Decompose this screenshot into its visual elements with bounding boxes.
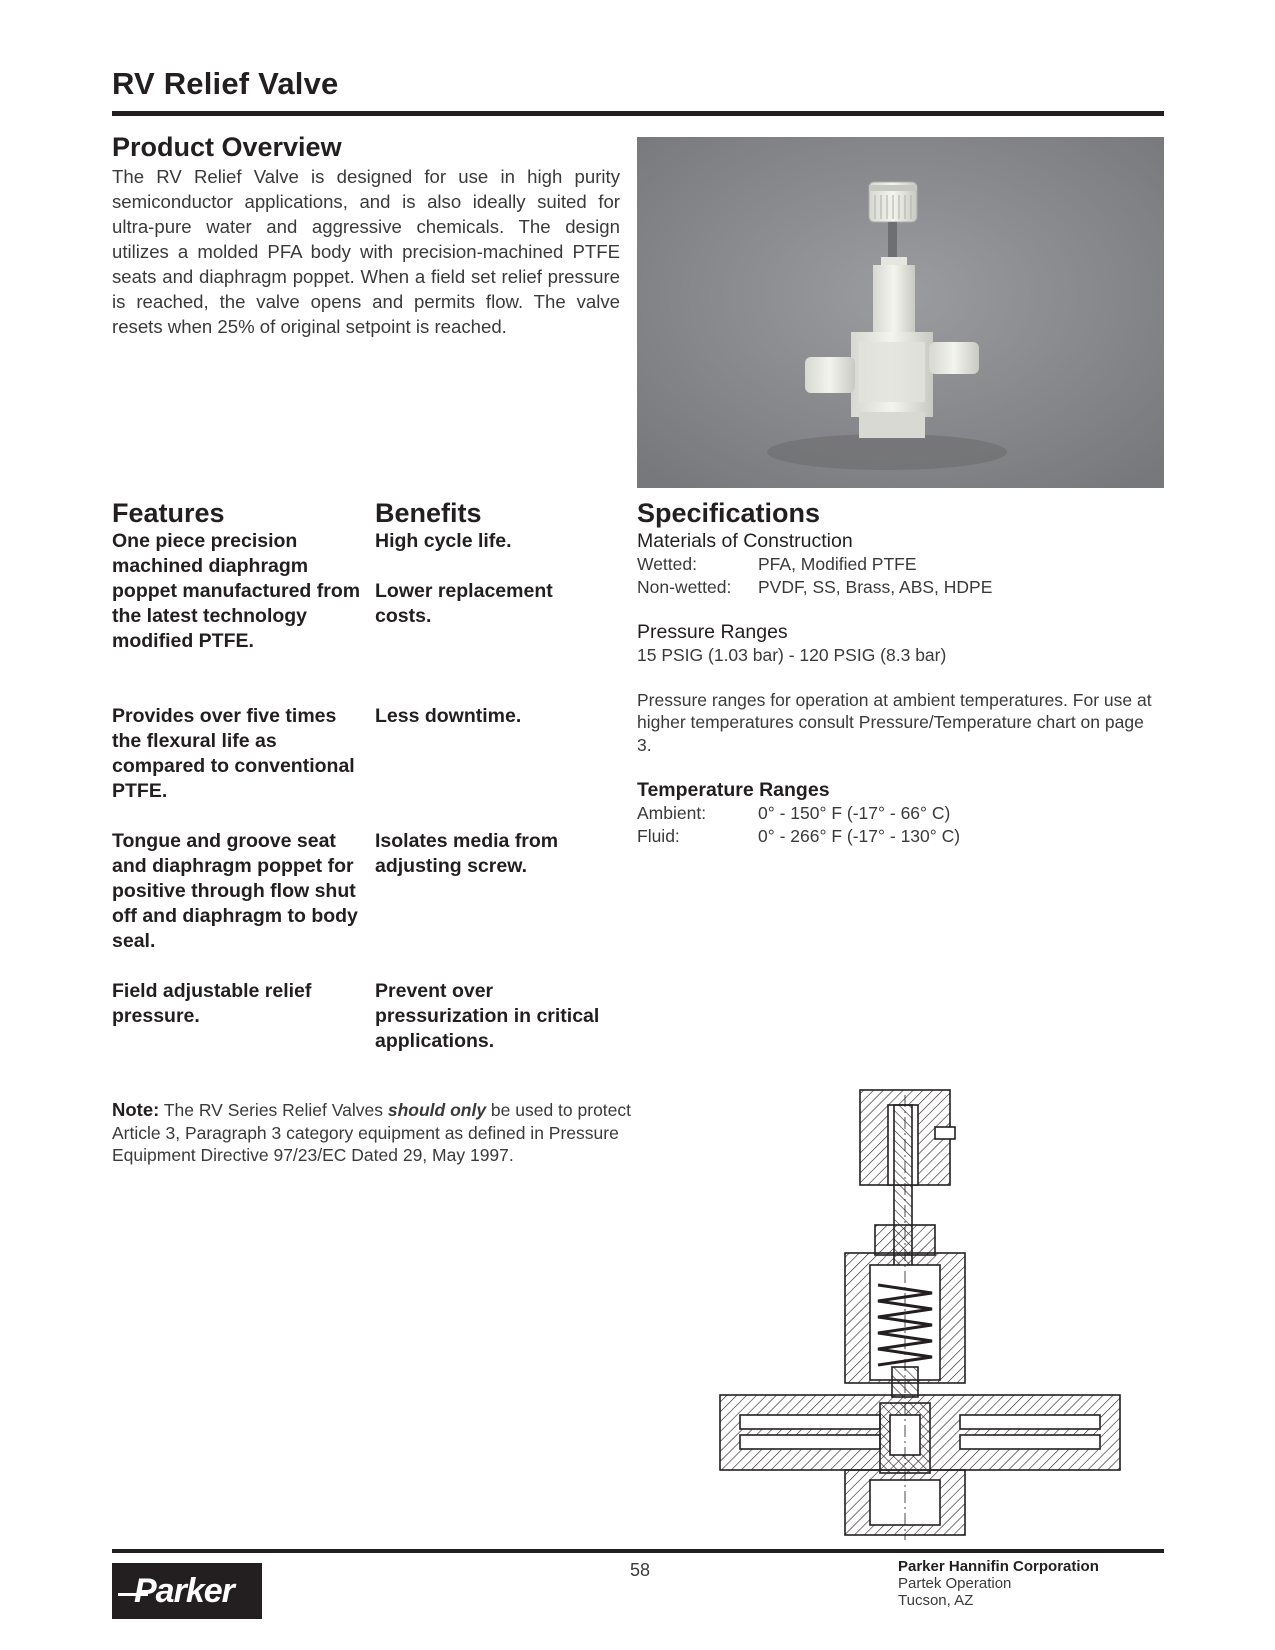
spec-label: Ambient: [637, 803, 707, 823]
note-text-after: be used to protect Article 3, Paragraph 3 category equipment as defined in Pressure Equipment Directive 97/23/EC Dated 29, May 1997. [112, 1100, 632, 1165]
spec-value: 0° - 150° F (-17° - 66° C) [758, 803, 951, 823]
pressure-range: 15 PSIG (1.03 bar) - 120 PSIG (8.3 bar) [637, 645, 947, 665]
note-emphasis: should only [387, 1100, 487, 1120]
feature-item: Provides over five times the flexural life as compared to conventional PTFE. [112, 705, 355, 802]
temperature-heading: Temperature Ranges [637, 779, 830, 801]
benefit-item: High cycle life. [375, 530, 512, 552]
overview-paragraph: The RV Relief Valve is designed for use in high purity semiconductor applications, and is also ideally suited for ultra-pure water and aggressive chemicals. The design utilizes a molded PFA body with precision-machined PTFE seats and diaphragm poppet. When a field set relief pressure is reached, the valve opens and permits flow. The valve resets when 25% of original setpoint is reached. [112, 166, 620, 337]
company-info [898, 1558, 1099, 1609]
spec-row-fluid [637, 825, 1157, 848]
benefits-heading: Benefits [375, 498, 482, 528]
benefit-item: Isolates media from adjusting screw. [375, 830, 559, 877]
feature-item: Tongue and groove seat and diaphragm poppet for positive through flow shut off and diaphragm to body seal. [112, 830, 358, 952]
pressure-note: Pressure ranges for operation at ambient temperatures. For use at higher temperatures consult Pressure/Temperature chart on page 3. [637, 689, 1152, 755]
feature-item: One piece precision machined diaphragm poppet manufactured from the latest technology modified PTFE. [112, 530, 361, 652]
pressure-heading: Pressure Ranges [637, 621, 788, 643]
page-number: 58 [629, 1560, 651, 1580]
spec-row-nonwetted [637, 576, 1157, 599]
note-label: Note: [112, 1099, 160, 1120]
logo-text: Parker [134, 1572, 234, 1610]
benefit-item: Less downtime. [375, 705, 522, 727]
materials-heading: Materials of Construction [637, 530, 853, 552]
compliance-note [112, 1099, 652, 1167]
parker-logo [112, 1563, 262, 1619]
valve-cross-section-drawing [710, 1085, 1130, 1545]
specifications-block [637, 529, 1157, 847]
spec-value: PFA, Modified PTFE [758, 554, 917, 574]
benefit-item: Prevent over pressurization in critical applications. [375, 980, 600, 1052]
specifications-heading: Specifications [637, 498, 821, 528]
header-rule [112, 111, 1164, 116]
note-text-before: The RV Series Relief Valves [159, 1100, 388, 1120]
spec-row-wetted [637, 553, 1157, 576]
company-location: Tucson, AZ [898, 1592, 974, 1609]
footer-rule [112, 1549, 1164, 1553]
page-title: RV Relief Valve [112, 66, 339, 101]
spec-value: PVDF, SS, Brass, ABS, HDPE [758, 576, 993, 597]
spec-value: 0° - 266° F (-17° - 130° C) [758, 825, 961, 846]
company-name: Parker Hannifin Corporation [898, 1558, 1099, 1575]
feature-item: Field adjustable relief pressure. [112, 980, 312, 1027]
spec-row-ambient [637, 802, 1157, 825]
spec-label: Fluid: [637, 825, 680, 846]
spec-label: Wetted: [637, 554, 697, 574]
cross-section-svg [710, 1085, 1130, 1545]
overview-heading: Product Overview [112, 132, 342, 162]
spec-label: Non-wetted: [637, 576, 732, 597]
relief-valve-photo [637, 137, 1164, 488]
product-photo [637, 137, 1164, 488]
features-heading: Features [112, 498, 225, 528]
company-division: Partek Operation [898, 1575, 1012, 1592]
benefit-item: Lower replacement costs. [375, 580, 553, 627]
